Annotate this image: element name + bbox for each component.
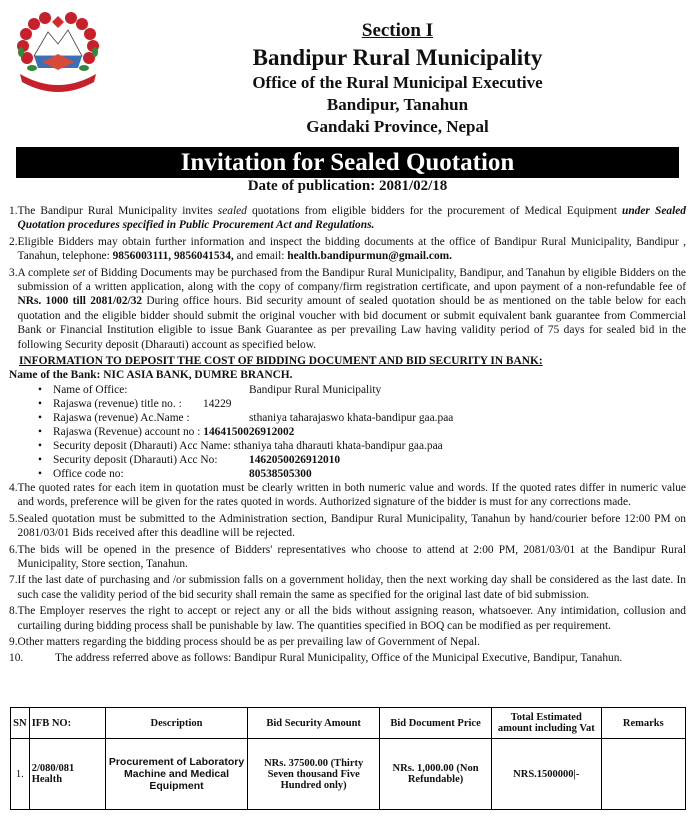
cell-description: Procurement of Laboratory Machine and Medical Equipment xyxy=(105,739,247,810)
col-description: Description xyxy=(105,708,247,739)
bank-row-office-code: • Office code no: 80538505300 xyxy=(53,467,686,481)
municipality-emblem xyxy=(12,10,104,96)
office-name: Office of the Rural Municipal Executive xyxy=(252,73,543,92)
document-fee: NRs. 1000 till 2081/02/32 xyxy=(17,295,143,308)
cell-ifb-no: 2/080/081 Health xyxy=(29,739,105,810)
cell-remarks xyxy=(601,739,685,810)
cell-sn: 1. xyxy=(11,739,30,810)
table-row xyxy=(11,739,686,810)
province: Gandaki Province, Nepal xyxy=(306,117,489,136)
clause-1: 1. The Bandipur Rural Municipality invites sealed quotations from eligible bidders for the procurement of Medical Equipment under Sealed Quotation procedures specified in Public Procurement Act and Regulations. xyxy=(9,205,686,232)
clause-2: 2. Eligible Bidders may obtain further information and inspect the bidding documents at the office of Bandipur Rural Municipality, Bandipur , Tanahun, telephone: 9856003111, 9856041534, and email: health.bandipurmun@gmail.com. xyxy=(9,235,686,263)
section-title: Section I xyxy=(361,20,434,41)
table-header-row xyxy=(11,708,686,739)
cell-bid-security: NRs. 37500.00 (Thirty Seven thousand Five Hundred only) xyxy=(248,739,380,810)
col-remarks: Remarks xyxy=(601,708,685,739)
notice-title-banner: Invitation for Sealed Quotation xyxy=(16,147,679,178)
publication-date: Date of publication: 2081/02/18 xyxy=(247,178,448,194)
col-total-amount: Total Estimated amount including Vat xyxy=(491,708,601,739)
contact-email: health.bandipurmun@gmail.com. xyxy=(287,250,452,263)
clause-4: 4. The quoted rates for each item in quotation must be clearly written in both numeric value and words. If the quoted rates differ in numeric value and words, preference will be given for the rates quoted in words. Authorized signature of the bidder is must for any corrections made. xyxy=(9,481,686,509)
clause-9: 9. Other matters regarding the bidding process should be as per prevailing law of Government of Nepal. xyxy=(9,635,480,648)
cell-total-amount: NRS.1500000|- xyxy=(491,739,601,810)
bank-row-deposit-acc: • Security deposit (Dharauti) Acc No: 1462050026912010 xyxy=(53,453,686,467)
clause-5: 5. Sealed quotation must be submitted to the Administration section, Bandipur Rural Municipality, Tanahun by hand/courier before 12:00 PM on 2081/03/01 Bids received after this deadline will be rejected. xyxy=(9,512,686,540)
procurement-table xyxy=(10,707,686,810)
cell-doc-price: NRs. 1,000.00 (Non Refundable) xyxy=(380,739,492,810)
bank-details-list xyxy=(9,383,686,481)
notice-body xyxy=(9,204,686,668)
bank-name: Name of the Bank: NIC ASIA BANK, DUMRE BRANCH. xyxy=(9,369,293,382)
clause-7: 7. If the last date of purchasing and /or submission falls on a government holiday, then the next working day shall be considered as the last date. In such case the validity period of the bid security shall remain the same as specified for the original last date of bid submission. xyxy=(9,574,686,601)
bank-row-deposit-name: • Security deposit (Dharauti) Acc Name: sthaniya taha dharauti khata-bandipur gaa.paa xyxy=(53,439,686,453)
clause-8: 8. The Employer reserves the right to accept or reject any or all the bids without assigning reason, whatsoever. Any intimidation, collusion and curtailing during bidding process shall be punishable by law. The quantities specified in BOQ can be modified as per requirement. xyxy=(9,605,686,632)
bank-row-acc-name: • Rajaswa (revenue) Ac.Name : sthaniya taharajaswo khata-bandipur gaa.paa xyxy=(53,411,686,425)
col-sn: SN xyxy=(11,708,30,739)
bank-row-revenue-acc: • Rajaswa (Revenue) account no : 1464150026912002 xyxy=(53,425,686,439)
clause-10: 10. The address referred above as follows: Bandipur Rural Municipality, Office of the Municipal Executive, Bandipur, Tanahun. xyxy=(9,652,623,665)
clause-3: 3. A complete set of Bidding Documents may be purchased from the Bandipur Rural Municipality, Bandipur, and Tanahun by eligible Bidders on the submission of a written application, along with the copy of company/firm registration certificate, and upon payment of a non-refundable fee of NRs. 1000 till 2081/02/32 During office hours. Bid security amount of sealed quotation should be as mentioned on the table below for each quotation and the eligible bidder should submit the original voucher with bid document or submit equivalent bank guarantee from Commercial Bank or Financial Institution eligible to issue Bank Guarantee as per prevailing Law having validity period of 75 days for sealed bid in the following Security deposit (Dharauti) account as specified below. xyxy=(9,266,686,351)
bank-row-title-no: • Rajaswa (revenue) title no. : 14229 xyxy=(53,397,686,411)
col-doc-price: Bid Document Price xyxy=(380,708,492,739)
bank-row-office: • Name of Office: Bandipur Rural Municipality xyxy=(53,383,686,397)
clause-6: 6. The bids will be opened in the presence of Bidders' representatives who choose to attend at 2:00 PM, 2081/03/01 at the Bandipur Rural Municipality, Store section, Tanahun. xyxy=(9,543,686,570)
location: Bandipur, Tanahun xyxy=(326,95,469,114)
municipality-name: Bandipur Rural Municipality xyxy=(252,45,543,70)
col-ifb-no: IFB NO: xyxy=(29,708,105,739)
telephone-numbers: 9856003111, 9856041534, xyxy=(112,250,234,263)
bank-info-heading: INFORMATION TO DEPOSIT THE COST OF BIDDING DOCUMENT AND BID SECURITY IN BANK: xyxy=(19,355,543,368)
col-bid-security: Bid Security Amount xyxy=(248,708,380,739)
